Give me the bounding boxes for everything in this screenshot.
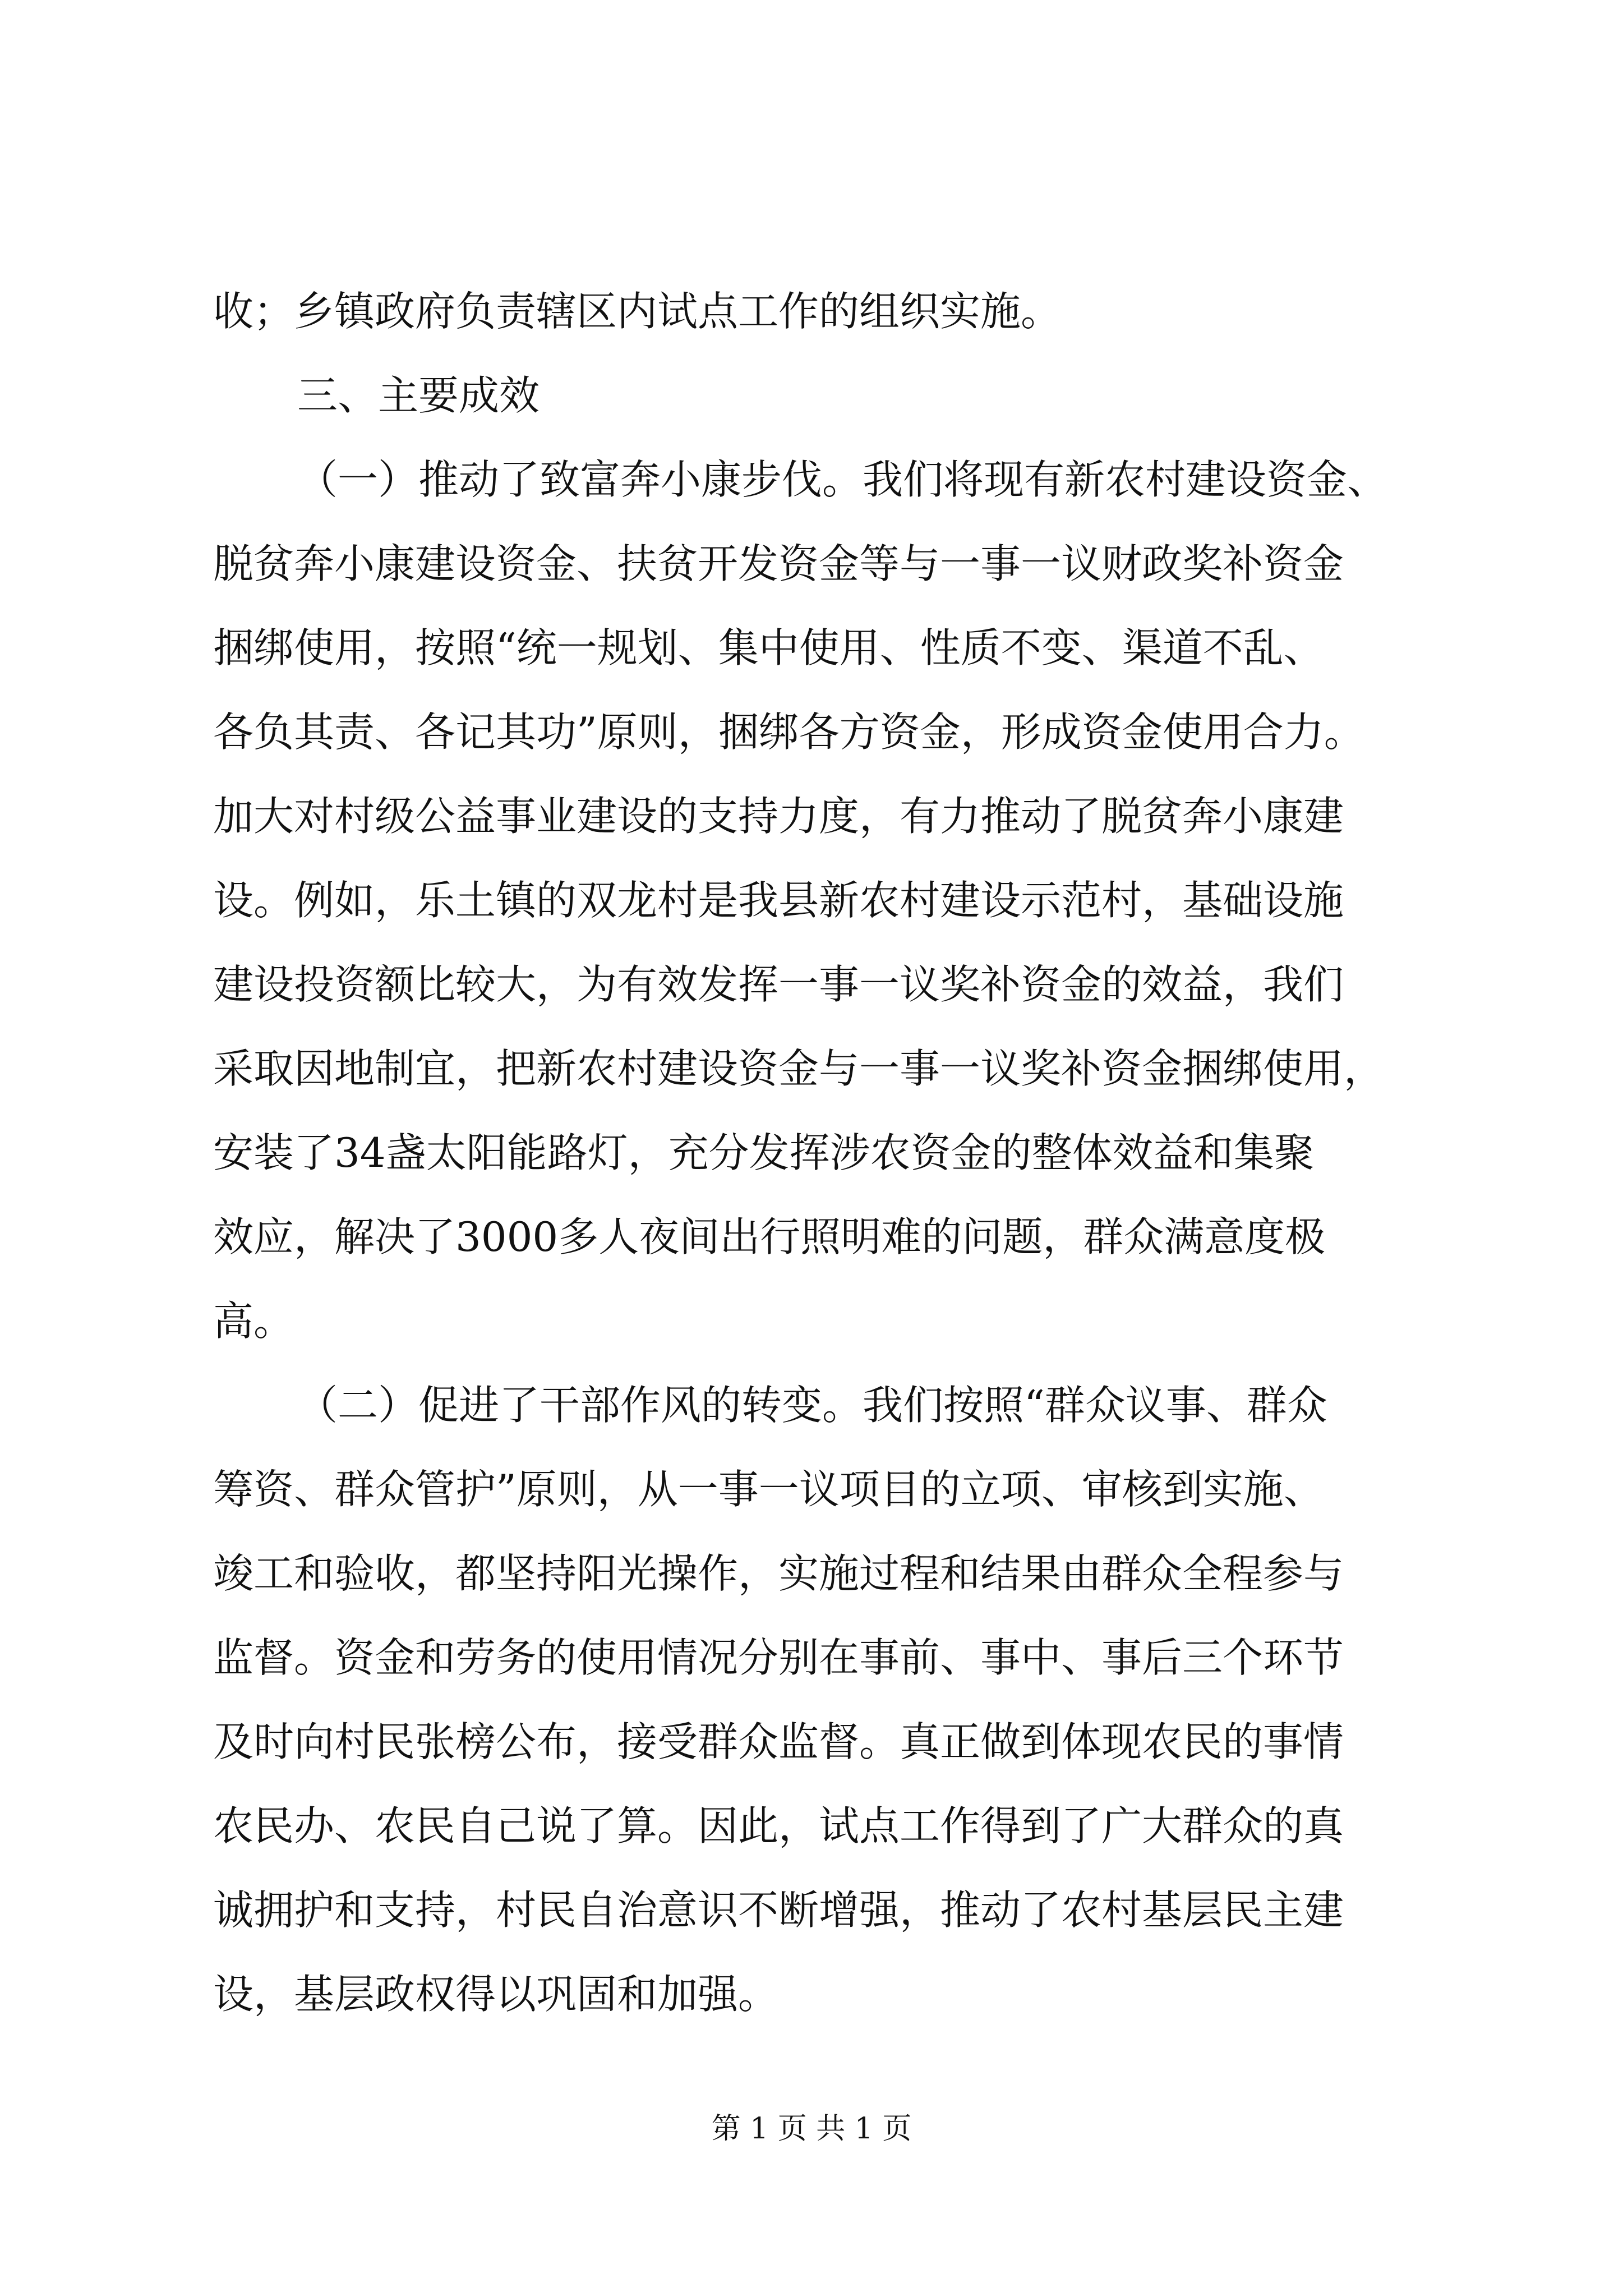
text-line: 设，基层政权得以巩固和加强。 [213, 1971, 779, 2018]
text-line: 诚拥护和支持，村民自治意识不断增强，推动了农村基层民主建 [213, 1887, 1344, 1934]
text-line: 收；乡镇政府负责辖区内试点工作的组织实施。 [213, 288, 1062, 335]
page-number-footer: 第 1 页 共 1 页 [711, 2112, 912, 2146]
text-line: （一）推动了致富奔小康步伐。我们将现有新农村建设资金、 [297, 456, 1388, 503]
text-line: （二）促进了干部作风的转变。我们按照“群众议事、群众 [297, 1382, 1327, 1429]
text-line: 设。例如，乐土镇的双龙村是我县新农村建设示范村，基础设施 [213, 877, 1344, 924]
text-line: 加大对村级公益事业建设的支持力度，有力推动了脱贫奔小康建 [213, 793, 1344, 840]
text-line: 及时向村民张榜公布，接受群众监督。真正做到体现农民的事情 [213, 1718, 1344, 1765]
text-line: 竣工和验收，都坚持阳光操作，实施过程和结果由群众全程参与 [213, 1550, 1344, 1597]
text-line: 监督。资金和劳务的使用情况分别在事前、事中、事后三个环节 [213, 1634, 1344, 1681]
text-line: 捆绑使用，按照“统一规划、集中使用、性质不变、渠道不乱、 [213, 624, 1324, 671]
text-line: 农民办、农民自己说了算。因此，试点工作得到了广大群众的真 [213, 1802, 1344, 1849]
text-line: 高。 [213, 1297, 294, 1345]
text-line: 筹资、群众管护”原则，从一事一议项目的立项、审核到实施、 [213, 1466, 1324, 1513]
text-line: 效应，解决了3000多人夜间出行照明难的问题，群众满意度极 [213, 1213, 1326, 1260]
text-line: 建设投资额比较大，为有效发挥一事一议奖补资金的效益，我们 [213, 961, 1344, 1008]
text-line: 脱贫奔小康建设资金、扶贫开发资金等与一事一议财政奖补资金 [213, 540, 1344, 587]
text-line: 安装了34盏太阳能路灯，充分发挥涉农资金的整体效益和集聚 [213, 1129, 1315, 1176]
text-line: 各负其责、各记其功”原则，捆绑各方资金，形成资金使用合力。 [213, 708, 1364, 756]
text-line: 采取因地制宜，把新农村建设资金与一事一议奖补资金捆绑使用， [213, 1045, 1385, 1092]
section-heading: 三、主要成效 [297, 372, 540, 419]
